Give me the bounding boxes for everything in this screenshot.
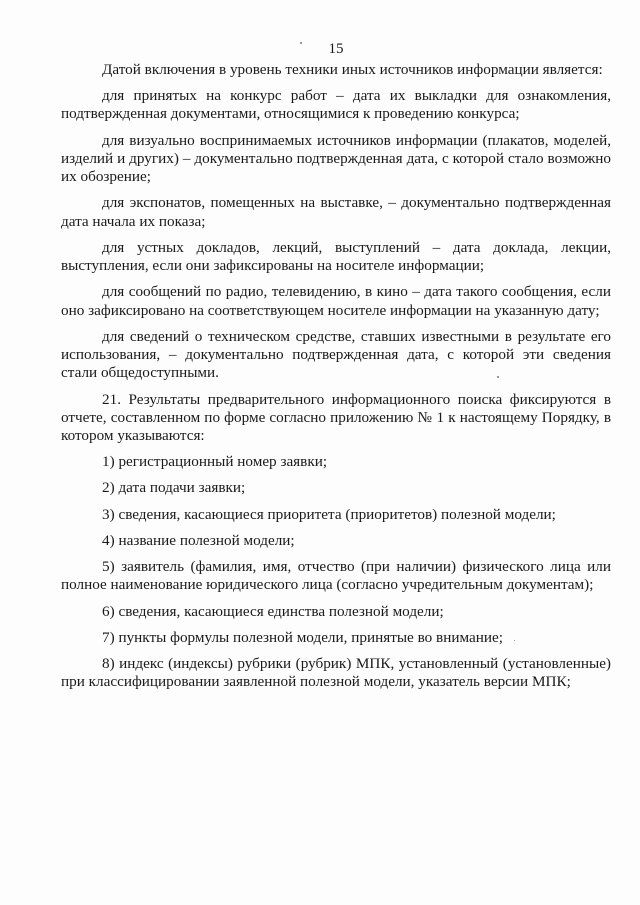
list-item: 6) сведения, касающиеся единства полезной модели; [102, 602, 444, 620]
list-item: 2) дата подачи заявки; [102, 479, 246, 497]
paragraph: для сведений о техническом средстве, ставших известными в результате его использования, – документально подтвержденная дата, с которой эти сведения стали общедоступными. [61, 327, 611, 382]
paragraph: для экспонатов, помещенных на выставке, – документально подтвержденная дата начала их показа; [61, 194, 611, 230]
list-item: 3) сведения, касающиеся приоритета (приоритетов) полезной модели; [102, 505, 556, 523]
paragraph: для устных докладов, лекций, выступлений – дата доклада, лекции, выступления, если они зафиксированы на носителе информации; [61, 238, 611, 275]
paragraph: для принятых на конкурс работ – дата их выкладки для ознакомления, подтвержденная документами, относящимися к проведению конкурса; [61, 87, 611, 123]
paragraph: Датой включения в уровень техники иных источников информации является: [102, 61, 603, 78]
list-item: 7) пункты формулы полезной модели, принятые во внимание; [102, 628, 503, 646]
list-item: 4) название полезной модели; [102, 531, 295, 549]
paragraph: для сообщений по радио, телевидению, в кино – дата такого сообщения, если оно зафиксировано на соответствующем носителе информации на указанную дату; [61, 283, 611, 319]
list-item: 1) регистрационный номер заявки; [102, 453, 328, 471]
list-item: 5) заявитель (фамилия, имя, отчество (при наличии) физического лица или полное наименование юридического лица (согласно учредительным документам); [61, 558, 611, 594]
paragraph: для визуально воспринимаемых источников информации (плакатов, моделей, изделий и других) – документально подтвержденная дата, с которой стало возможно их обозрение; [61, 131, 611, 186]
scan-speck [300, 42, 302, 44]
page-number: 15 [328, 41, 344, 57]
document-body [61, 61, 611, 692]
scan-speck [497, 376, 499, 378]
paragraph: 21. Результаты предварительного информационного поиска фиксируются в отчете, составленном по форме согласно приложению № 1 к настоящему Порядку, в котором указываются: [61, 390, 611, 444]
list-item: 8) индекс (индексы) рубрики (рубрик) МПК, установленный (установленные) при классифицировании заявленной полезной модели, указатель версии МПК; [61, 655, 611, 691]
scan-speck [514, 640, 515, 641]
